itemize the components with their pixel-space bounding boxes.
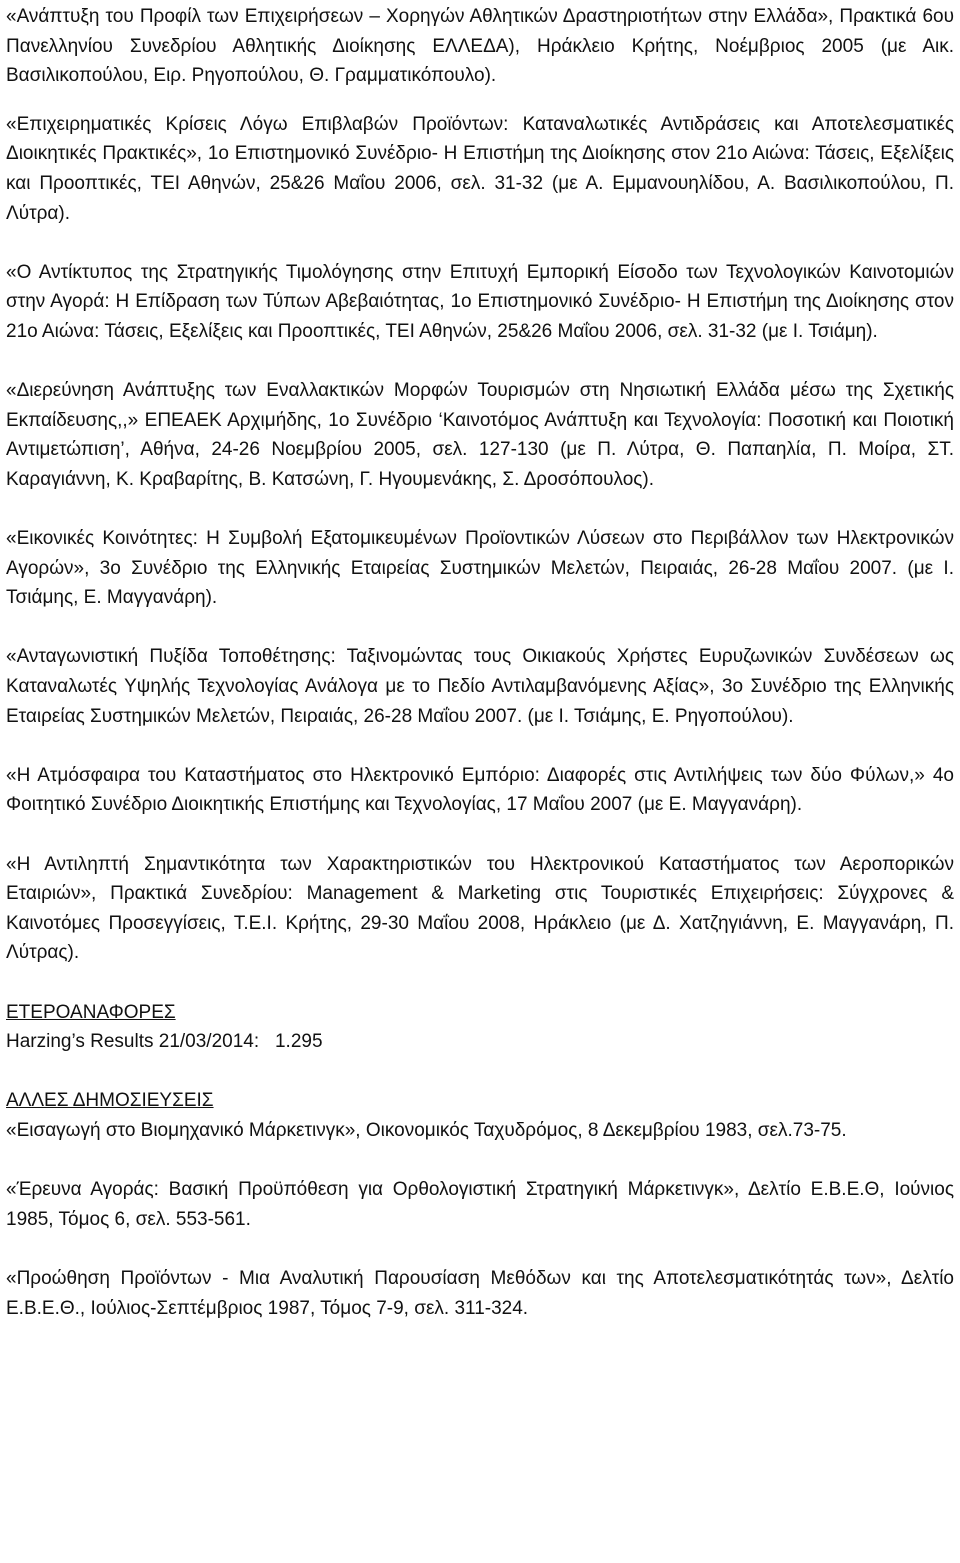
other-publication-entry: «Έρευνα Αγοράς: Βασική Προϋπόθεση για Ορθολογιστική Στρατηγική Μάρκετινγκ», Δελτίο Ε.Β.Ε.Θ, Ιούνιος 1985, Τόμος 6, σελ. 553-561. bbox=[6, 1179, 954, 1230]
other-publications-heading: ΑΛΛΕΣ ΔΗΜΟΣΙΕΥΣΕΙΣ bbox=[6, 1090, 214, 1112]
publication-entry: «Η Αντιληπτή Σημαντικότητα των Χαρακτηριστικών του Ηλεκτρονικού Καταστήματος των Αεροπορικών Εταιριών», Πρακτικά Συνεδρίου: Management & Marketing στις Τουριστικές Επιχειρήσεις: Σύγχρονες & Καινοτόμες Προσεγγίσεις, Τ.Ε.Ι. Κρήτης, 29-30 Μαΐου 2008, Ηράκλειο (με Δ. Χατζηγιάννη, Ε. Μαγγανάρη, Π. Λύτρας). bbox=[6, 853, 954, 964]
publication-entry: «Ανταγωνιστική Πυξίδα Τοποθέτησης: Ταξινομώντας τους Οικιακούς Χρήστες Ευρυζωνικών Συνδέσεων ως Καταναλωτές Υψηλής Τεχνολογίας Ανάλογα με το Πεδίο Αντιλαμβανόμενης Αξίας», 3ο Συνέδριο της Ελληνικής Εταιρείας Συστημικών Μελετών, Πειραιάς, 26-28 Μαΐου 2007. (με Ι. Τσιάμης, Ε. Ρηγοπούλου). bbox=[6, 646, 954, 727]
publication-entry: «Επιχειρηματικές Κρίσεις Λόγω Επιβλαβών Προϊόντων: Καταναλωτικές Αντιδράσεις και Αποτελεσματικές Διοικητικές Πρακτικές», 1ο Επιστημονικό Συνέδριο- Η Επιστήμη της Διοίκησης στον 21ο Αιώνα: Τάσεις, Εξελίξεις και Προοπτικές, ΤΕΙ Αθηνών, 25&26 Μαΐου 2006, σελ. 31-32 (με Α. Εμμανουηλίδου, Α. Βασιλικοπούλου, Π. Λύτρα). bbox=[6, 113, 954, 224]
citations-metric: Harzing’s Results 21/03/2014: 1.295 bbox=[6, 1031, 323, 1053]
publication-entry: «Εικονικές Κοινότητες: Η Συμβολή Εξατομικευμένων Προϊοντικών Λύσεων στο Περιβάλλον των Ηλεκτρονικών Αγορών», 3ο Συνέδριο της Ελληνικής Εταιρείας Συστημικών Μελετών, Πειραιάς, 26-28 Μαΐου 2007. (με Ι. Τσιάμης, Ε. Μαγγανάρη). bbox=[6, 528, 954, 609]
publication-entry: «Η Ατμόσφαιρα του Καταστήματος στο Ηλεκτρονικό Εμπόριο: Διαφορές στις Αντιλήψεις των δύο Φύλων,» 4ο Φοιτητικό Συνέδριο Διοικητικής Επιστήμης και Τεχνολογίας, 17 Μαΐου 2007 (με Ε. Μαγγανάρη). bbox=[6, 764, 954, 816]
publication-entry: «Ο Αντίκτυπος της Στρατηγικής Τιμολόγησης στην Επιτυχή Εμπορική Είσοδο των Τεχνολογικών Καινοτομιών στην Αγορά: Η Επίδραση των Τύπων Αβεβαιότητας, 1ο Επιστημονικό Συνέδριο- Η Επιστήμη της Διοίκησης στον 21ο Αιώνα: Τάσεις, Εξελίξεις και Προοπτικές, ΤΕΙ Αθηνών, 25&26 Μαΐου 2006, σελ. 31-32 (με Ι. Τσιάμη). bbox=[6, 261, 954, 342]
other-publication-entry: «Προώθηση Προϊόντων - Μια Αναλυτική Παρουσίαση Μεθόδων και της Αποτελεσματικότητάς των», Δελτίο Ε.Β.Ε.Θ., Ιούλιος-Σεπτέμβριος 1987, Τόμος 7-9, σελ. 311-324. bbox=[6, 1267, 954, 1319]
publication-entry: «Διερεύνηση Ανάπτυξης των Εναλλακτικών Μορφών Τουρισμών στη Νησιωτική Ελλάδα μέσω της Σχετικής Εκπαίδευσης,,» ΕΠΕΑΕΚ Αρχιμήδης, 1ο Συνέδριο ‘Καινοτόμος Ανάπτυξη και Τεχνολογία: Ποσοτική και Ποιοτική Αντιμετώπιση’, Αθήνα, 24-26 Νοεμβρίου 2005, σελ. 127-130 (με Π. Λύτρα, Θ. Παπαηλία, Π. Μοίρα, ΣΤ. Καραγιάννη, Κ. Κραβαρίτης, Β. Κατσώνη, Γ. Ηγουμενάκης, Σ. Δροσόπουλος). bbox=[6, 380, 954, 490]
other-publication-entry: «Εισαγωγή στο Βιομηχανικό Μάρκετινγκ», Οικονομικός Ταχυδρόμος, 8 Δεκεμβρίου 1983, σελ.73-75. bbox=[6, 1119, 847, 1141]
citations-heading: ΕΤΕΡΟΑΝΑΦΟΡΕΣ bbox=[6, 1001, 176, 1023]
publication-entry: «Ανάπτυξη του Προφίλ των Επιχειρήσεων – Χορηγών Αθλητικών Δραστηριοτήτων στην Ελλάδα», Πρακτικά 6ου Πανελληνίου Συνεδρίου Αθλητικής Διοίκησης ΕΛΛΕΔΑ), Ηράκλειο Κρήτης, Νοέμβριος 2005 (με Αικ. Βασιλικοπούλου, Ειρ. Ρηγοπούλου, Θ. Γραμματικόπουλο). bbox=[6, 6, 954, 87]
